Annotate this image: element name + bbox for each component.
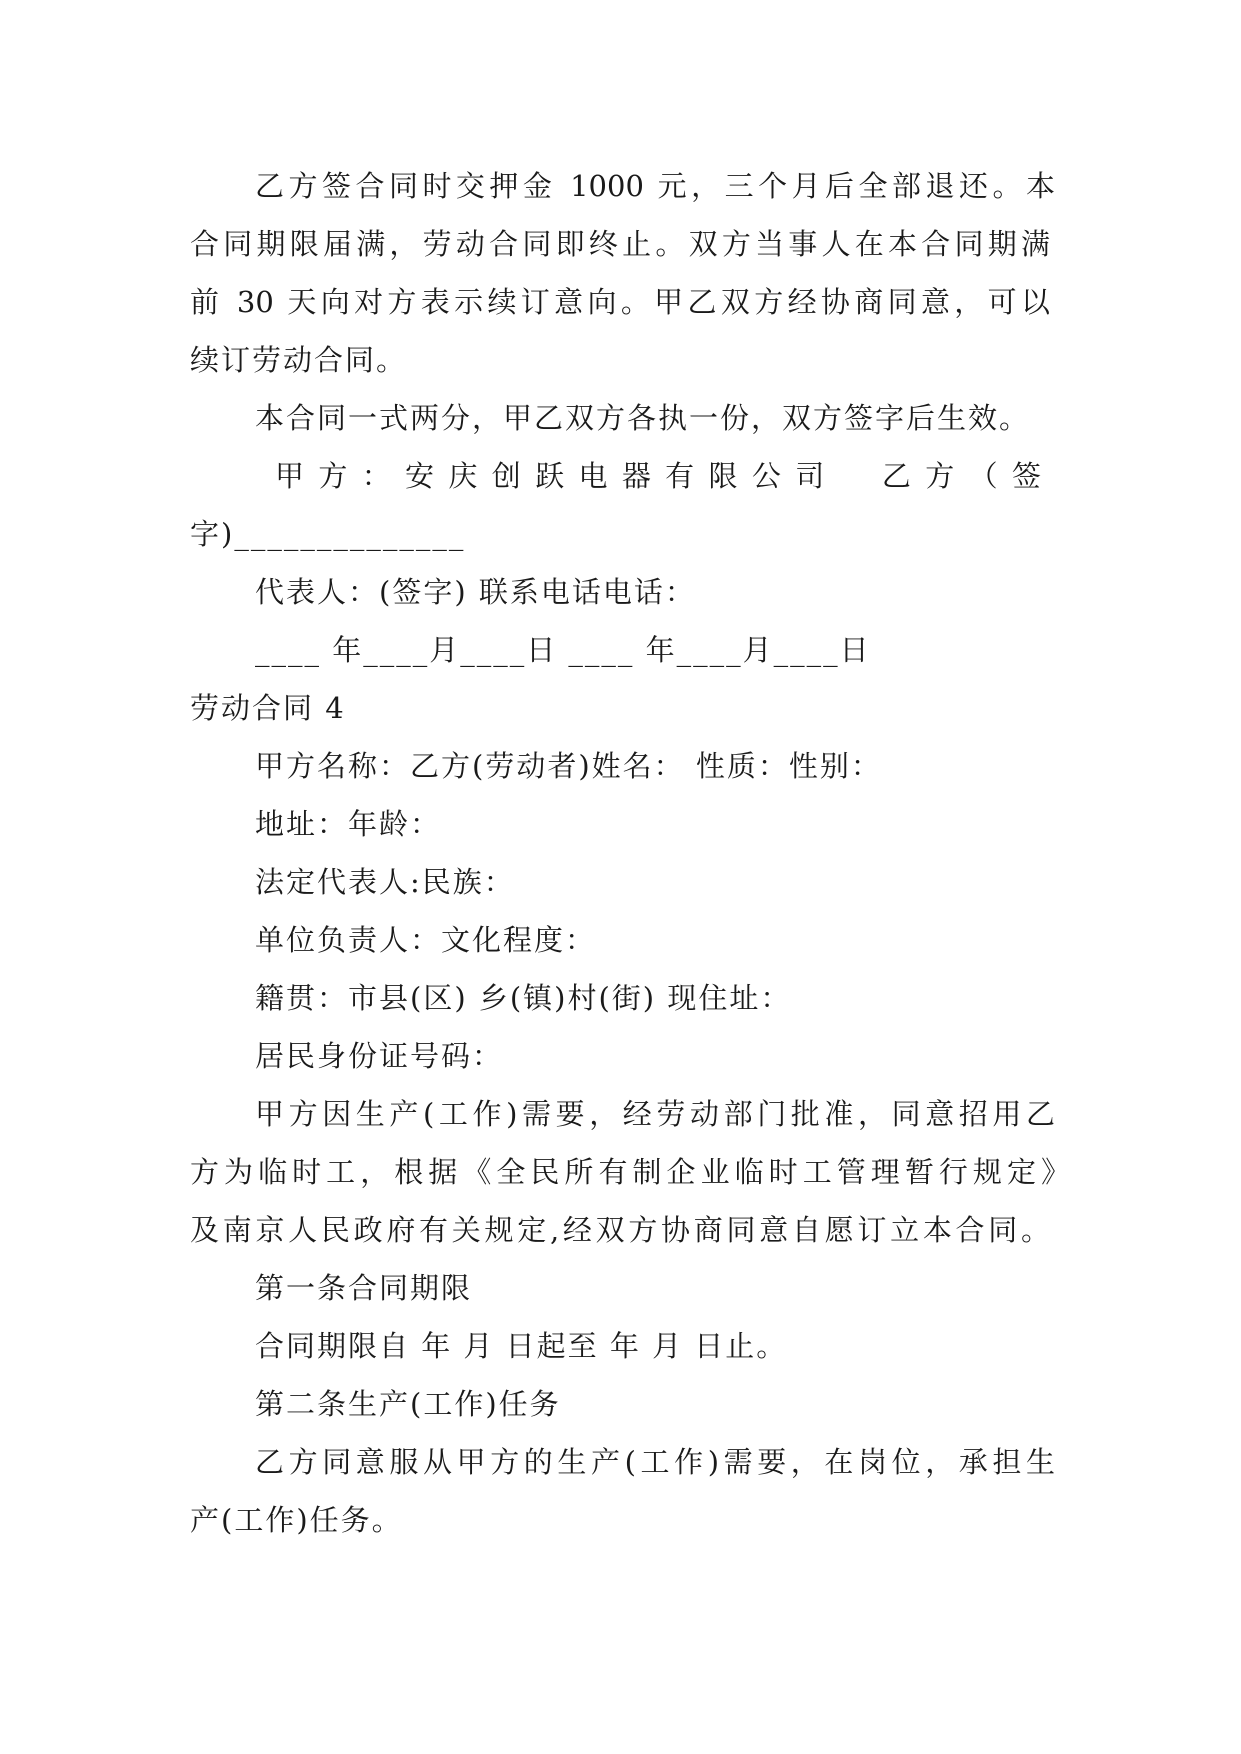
paragraph-line: 及南京人民政府有关规定,经双方协商同意自愿订立本合同。: [190, 1213, 1050, 1247]
form-field-line: 单位负责人：文化程度：: [255, 923, 597, 957]
paragraph-line: 甲方因生产(工作)需要，经劳动部门批准，同意招用乙: [255, 1097, 1055, 1131]
article-heading: 第二条生产(工作)任务: [255, 1387, 561, 1421]
form-field-line: 居民身份证号码：: [255, 1039, 504, 1073]
paragraph-line: 续订劳动合同。: [190, 343, 408, 377]
paragraph-line: 前 30 天向对方表示续订意向。甲乙双方经协商同意，可以: [190, 285, 1050, 319]
signature-blank-line: 字)______________: [190, 517, 466, 551]
section-title: 劳动合同 4: [190, 691, 346, 725]
form-field-line: 法定代表人:民族：: [255, 865, 515, 899]
paragraph-line: 合同期限届满，劳动合同即终止。双方当事人在本合同期满: [190, 227, 1050, 261]
form-field-line: 甲方名称：乙方(劳动者)姓名： 性质：性别：: [255, 749, 882, 783]
paragraph-line: 本合同一式两分，甲乙双方各执一份，双方签字后生效。: [255, 401, 1031, 435]
article-heading: 第一条合同期限: [255, 1271, 473, 1305]
representative-line: 代表人：(签字) 联系电话电话：: [255, 575, 696, 609]
paragraph-line: 乙方签合同时交押金 1000 元，三个月后全部退还。本: [255, 169, 1055, 203]
date-line: ____ 年____月____日 ____ 年____月____日: [255, 633, 871, 667]
paragraph-line: 方为临时工，根据《全民所有制企业临时工管理暂行规定》: [190, 1155, 1070, 1189]
paragraph-line: 产(工作)任务。: [190, 1503, 403, 1537]
form-field-line: 地址：年龄：: [255, 807, 442, 841]
paragraph-line: 合同期限自 年 月 日起至 年 月 日止。: [255, 1329, 788, 1363]
signature-party-line: 甲方：安庆创跃电器有限公司 乙方（签: [275, 459, 1055, 493]
form-field-line: 籍贯：市县(区) 乡(镇)村(街) 现住址：: [255, 981, 792, 1015]
paragraph-line: 乙方同意服从甲方的生产(工作)需要，在岗位，承担生: [255, 1445, 1055, 1479]
